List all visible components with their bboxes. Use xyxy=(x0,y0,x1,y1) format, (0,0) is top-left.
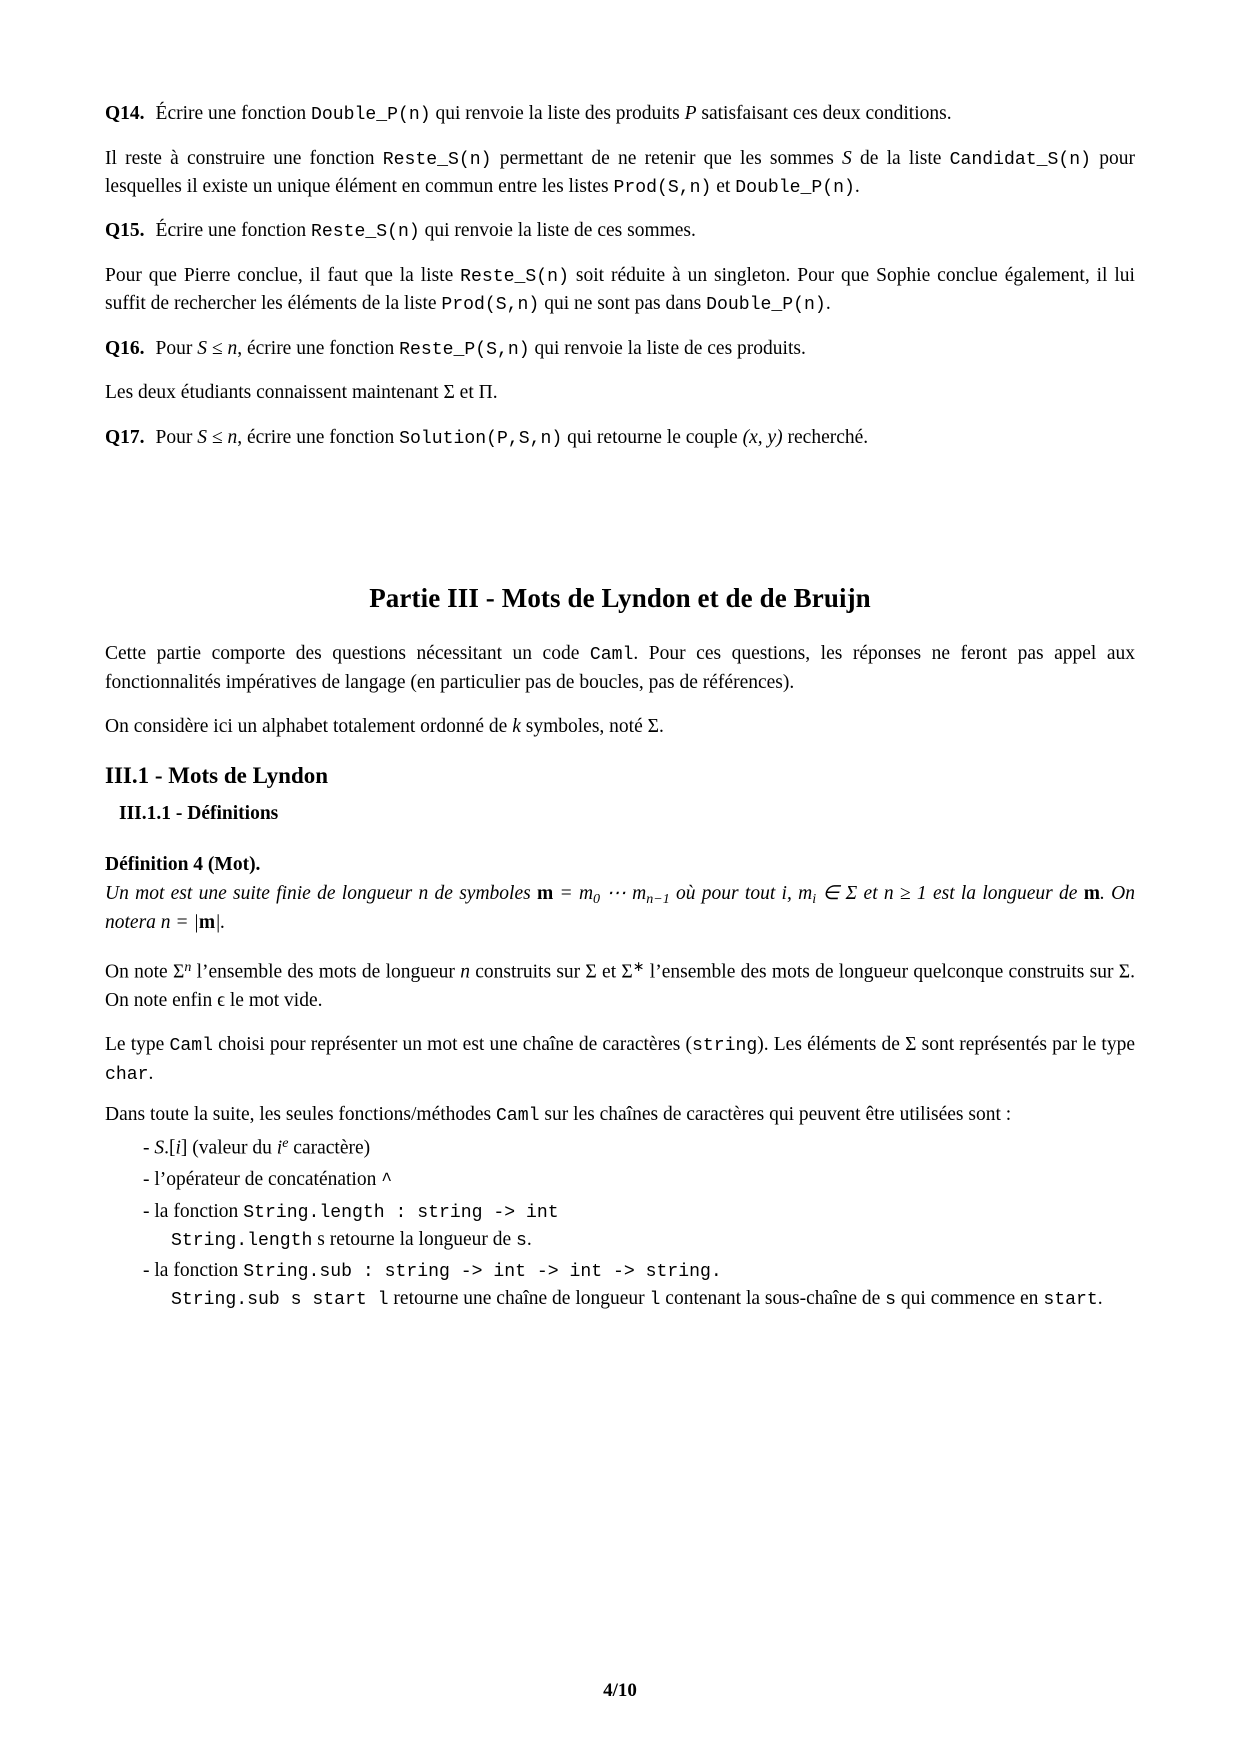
paragraph-type xyxy=(105,1031,1135,1088)
rule0-m3: i xyxy=(276,1137,283,1159)
sig-t4: l’ensemble des mots de longueur quelconque construits sur Σ. On note enfin ϵ le mot vide. xyxy=(105,961,1135,1012)
q17-text-3: qui retourne le couple xyxy=(562,426,743,448)
sig-sup1: n xyxy=(184,959,192,976)
paragraph-intro xyxy=(105,640,1135,697)
p2-t2: soit réduite à un singleton. Pour que Sophie conclue également, il lui suffit de rechercher les éléments de la liste xyxy=(105,265,1135,315)
rule0-t3: caractère) xyxy=(288,1137,371,1159)
p1-t6: . xyxy=(854,176,860,198)
q17-math-1: S ≤ n xyxy=(197,426,238,448)
p2-c2: Prod(S,n) xyxy=(441,295,540,316)
rule0-t2: ] (valeur du xyxy=(180,1137,277,1159)
rule2-sub-t2: . xyxy=(526,1228,532,1250)
rule2-dash: - xyxy=(143,1200,155,1222)
def-sub1: n−1 xyxy=(646,890,670,907)
def-e: ∈ Σ et n ≥ 1 est la longueur de xyxy=(816,882,1084,904)
suite-t1: Dans toute la suite, les seules fonctions/méthodes xyxy=(105,1103,497,1125)
rule0-sup: e xyxy=(282,1135,289,1152)
list-item xyxy=(143,1198,1135,1255)
def-sub0: 0 xyxy=(593,890,601,907)
p1-c2: Candidat_S(n) xyxy=(949,149,1092,170)
p1-c4: Double_P(n) xyxy=(735,178,855,199)
rule3-sub-c3: s xyxy=(885,1290,897,1311)
type-t2: choisi pour représenter un mot est une chaîne de caractères ( xyxy=(212,1034,692,1056)
q14-text-3: satisfaisant ces deux conditions. xyxy=(696,103,952,124)
rule1-dash: - xyxy=(143,1169,155,1191)
p1-m1: S xyxy=(842,147,852,169)
def-f: . On notera n = | xyxy=(105,882,1135,933)
alpha-m1: k xyxy=(512,716,521,738)
alpha-t1: On considère ici un alphabet totalement ordonné de xyxy=(105,716,513,738)
type-c2: string xyxy=(691,1036,758,1057)
question-text xyxy=(156,424,1135,453)
type-t1: Le type xyxy=(105,1034,170,1056)
p1-t2: permettant de ne retenir que les sommes xyxy=(491,147,843,169)
intro-t2: . Pour ces questions, les réponses ne feront pas appel aux fonctionnalités impératives de langage (en particulier pas de boucles, pas de références). xyxy=(105,643,1136,693)
rule3-c1: String.sub : string -> int -> int -> string. xyxy=(243,1262,722,1283)
def-d: où pour tout i, m xyxy=(669,882,813,904)
intro-t1: Cette partie comporte des questions nécessitant un code xyxy=(105,643,590,665)
question-q17 xyxy=(105,424,1135,453)
p1-c1: Reste_S(n) xyxy=(382,149,492,170)
type-t3: ). Les éléments de Σ sont représentés par le type xyxy=(757,1034,1135,1056)
question-label: Q15. xyxy=(105,220,145,242)
question-label: Q14. xyxy=(105,103,145,124)
rule2-sub-c1: String.length xyxy=(171,1230,313,1251)
question-text xyxy=(156,217,1135,246)
p2-c3: Double_P(n) xyxy=(706,295,826,316)
rule0-m1: S xyxy=(154,1137,165,1159)
p1-c3: Prod(S,n) xyxy=(613,178,712,199)
q16-code-1: Reste_P(S,n) xyxy=(399,339,530,360)
def-b: = m xyxy=(553,882,594,904)
p1-t4: pour lesquelles il existe un unique élément en commun entre les listes xyxy=(105,147,1135,198)
alpha-t2: symboles, noté Σ. xyxy=(520,716,664,738)
q17-text-4: recherché. xyxy=(782,426,869,448)
type-c1: Caml xyxy=(169,1036,213,1057)
definition-body xyxy=(105,880,1135,938)
suite-t2: sur les chaînes de caractères qui peuvent être utilisées sont : xyxy=(539,1103,1012,1125)
q15-text-1: Écrire une fonction xyxy=(155,220,311,242)
paragraph-etudiants: Les deux étudiants connaissent maintenant Σ et Π. xyxy=(105,382,498,404)
q14-text-2: qui renvoie la liste des produits xyxy=(430,103,685,124)
rule1-c1: ^ xyxy=(381,1171,393,1192)
rule3-sub-c1: String.sub s start l xyxy=(171,1290,389,1311)
question-text xyxy=(156,100,1135,129)
paragraph-pierre xyxy=(105,262,1135,319)
part-title: Partie III - Mots de Lyndon et de de Bruijn xyxy=(369,583,871,614)
definition-kind: (Mot). xyxy=(203,854,261,876)
rule3-sub-c2: l xyxy=(649,1290,661,1311)
sig-sup2: ∗ xyxy=(632,959,645,976)
rule3-dash: - xyxy=(143,1260,155,1282)
question-text xyxy=(156,335,1135,364)
sig-t2: l’ensemble des mots de longueur xyxy=(191,961,461,983)
q17-text-1: Pour xyxy=(155,426,198,448)
q15-code-1: Reste_S(n) xyxy=(310,222,420,243)
rule2-sub-c2: s xyxy=(516,1230,527,1251)
rule3-sub-t1: retourne une chaîne de longueur xyxy=(388,1288,650,1310)
definition-number: Définition 4 xyxy=(105,854,204,876)
rule3-t1: la fonction xyxy=(154,1260,244,1282)
rule3-subline xyxy=(157,1285,1135,1313)
p2-c1: Reste_S(n) xyxy=(460,267,569,288)
sig-m1: n xyxy=(460,961,470,983)
section-title-lyndon: III.1 - Mots de Lyndon xyxy=(105,763,329,789)
rule3-sub-t3: qui commence en xyxy=(896,1288,1044,1310)
rule3-sub-t2: contenant la sous-chaîne de xyxy=(660,1288,886,1310)
sig-t1: On note Σ xyxy=(105,961,185,983)
rule2-sub-t1: s retourne la longueur de xyxy=(312,1228,517,1250)
p2-t1: Pour que Pierre conclue, il faut que la liste xyxy=(105,265,461,287)
q17-text-2: , écrire une fonction xyxy=(237,426,400,448)
q15-text-2: qui renvoie la liste de ces sommes. xyxy=(419,220,696,242)
def-m: m xyxy=(536,882,554,904)
rule0-m2: i xyxy=(175,1137,181,1159)
p1-t1: Il reste à construire une fonction xyxy=(105,147,383,169)
q16-text-2: , écrire une fonction xyxy=(237,337,400,359)
q14-math-1: P xyxy=(684,103,697,124)
suite-c1: Caml xyxy=(496,1105,540,1126)
rule0-dash: - xyxy=(143,1137,155,1159)
definition-4 xyxy=(105,851,1135,937)
q14-text-1: Écrire une fonction xyxy=(155,103,311,124)
list-item xyxy=(143,1166,1135,1194)
p1-t5: et xyxy=(711,176,736,198)
rule0-t1: .[ xyxy=(164,1137,176,1159)
rule3-sub-c4: start xyxy=(1043,1290,1098,1311)
list-item xyxy=(143,1257,1135,1314)
def-a: Un mot est une suite finie de longueur n de symboles xyxy=(105,882,537,904)
subsection-title-definitions: III.1.1 - Définitions xyxy=(119,803,279,825)
def-m3: m xyxy=(198,911,216,933)
section-spacer xyxy=(105,468,1135,583)
question-label: Q16. xyxy=(105,337,145,359)
q14-code-1: Double_P(n) xyxy=(310,105,431,125)
question-q16 xyxy=(105,335,1135,364)
type-c3: char xyxy=(105,1064,149,1085)
p2-t4: . xyxy=(825,293,831,315)
q17-code-1: Solution(P,S,n) xyxy=(399,428,563,449)
rule2-t1: la fonction xyxy=(154,1200,244,1222)
rule2-subline xyxy=(157,1226,1135,1254)
allowed-functions-list xyxy=(105,1133,1135,1313)
q16-text-3: qui renvoie la liste de ces produits. xyxy=(529,337,806,359)
sig-t3: construits sur Σ et Σ xyxy=(469,961,633,983)
paragraph-alphabet xyxy=(105,713,1135,741)
type-t4: . xyxy=(148,1062,154,1084)
question-q15 xyxy=(105,217,1135,246)
page-number: 4/10 xyxy=(603,1680,637,1701)
question-q14 xyxy=(105,100,1135,129)
p1-t3: de la liste xyxy=(851,147,950,169)
paragraph-suite xyxy=(105,1101,1135,1129)
def-g: |. xyxy=(215,911,226,933)
paragraph-sigma xyxy=(105,957,1135,1015)
intro-c1: Caml xyxy=(589,645,634,666)
rule3-sub-t4: . xyxy=(1097,1288,1103,1310)
def-subi: i xyxy=(812,890,817,907)
list-item xyxy=(143,1133,1135,1163)
p2-t3: qui ne sont pas dans xyxy=(539,293,707,315)
definition-head xyxy=(105,851,1135,879)
rule1-t1: l’opérateur de concaténation xyxy=(154,1169,382,1191)
def-c: ⋯ m xyxy=(600,882,647,904)
q16-text-1: Pour xyxy=(155,337,198,359)
q17-math-2: (x, y) xyxy=(742,426,783,448)
q16-math-1: S ≤ n xyxy=(197,337,238,359)
paragraph-reste-s xyxy=(105,145,1135,202)
question-label: Q17. xyxy=(105,426,145,448)
rule2-c1: String.length : string -> int xyxy=(243,1202,559,1223)
def-m2: m xyxy=(1083,882,1100,904)
